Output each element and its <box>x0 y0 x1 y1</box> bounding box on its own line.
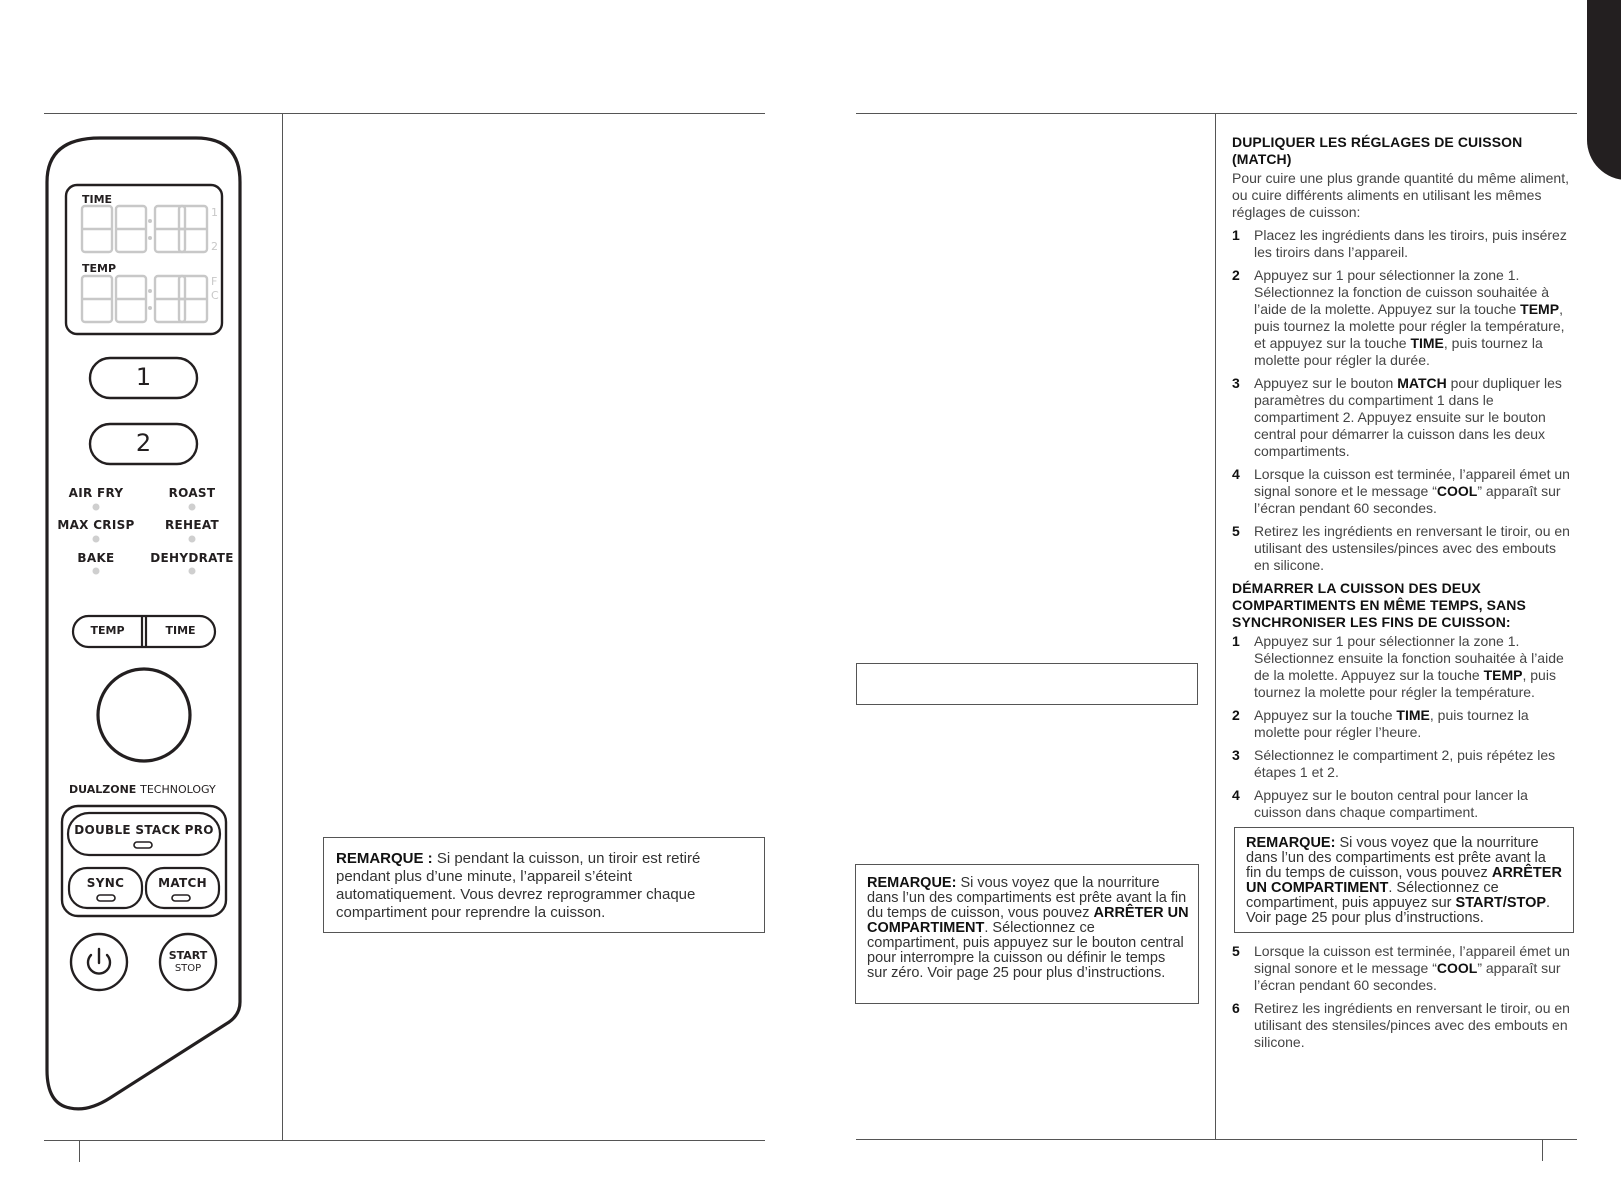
right-remarque-bold-2: START/STOP <box>1455 895 1547 911</box>
right-remarque-label: REMARQUE: <box>1246 835 1336 851</box>
zone-2-button[interactable]: 2 <box>135 429 152 457</box>
nosync-steps <box>1232 633 1574 821</box>
stop-label[interactable]: STOP <box>174 963 202 974</box>
right-column <box>1232 134 1574 1057</box>
left-page-bottom-rule <box>44 1140 765 1141</box>
function-dehydrate[interactable]: DEHYDRATE <box>150 551 234 565</box>
step-text: Retirez les ingrédients en renversant le tiroir, ou en utilisant des stensiles/pinces avec des embouts en silicone. <box>1254 1000 1570 1050</box>
function-reheat[interactable]: REHEAT <box>164 518 220 532</box>
brand-bold: DUALZONE <box>69 783 137 796</box>
match-button[interactable]: MATCH <box>158 876 207 890</box>
nosync-steps-continued <box>1232 943 1574 1051</box>
step-text: , puis tournez la molette pour régler la durée. <box>1254 335 1543 368</box>
nosync-step <box>1232 787 1574 821</box>
function-max-crisp[interactable]: MAX CRISP <box>57 518 135 532</box>
step-number: 1 <box>1232 633 1240 649</box>
step-bold: TEMP <box>1483 667 1523 683</box>
step-number: 5 <box>1232 523 1240 539</box>
function-bake[interactable]: BAKE <box>77 551 115 565</box>
power-icon <box>71 934 127 990</box>
step-text: Retirez les ingrédients en renversant le tiroir, ou en utilisant des ustensiles/pinces avec des embouts en silicone. <box>1254 523 1570 573</box>
nosync-step <box>1232 943 1574 994</box>
temp-button[interactable]: TEMP <box>90 624 125 637</box>
right-page-tick <box>1542 1139 1543 1161</box>
nosync-step <box>1232 1000 1574 1051</box>
nosync-step <box>1232 633 1574 701</box>
nosync-heading: DÉMARRER LA CUISSON DES DEUX COMPARTIMENTS EN MÊME TEMPS, SANS SYNCHRONISER LES FINS DE CUISSON: <box>1232 580 1526 630</box>
step-text: Lorsque la cuisson est terminée, l’appareil émet un signal sonore et le message “ <box>1254 466 1570 499</box>
time-button[interactable]: TIME <box>165 624 196 637</box>
step-number: 2 <box>1232 267 1240 283</box>
step-text: Lorsque la cuisson est terminée, l’appareil émet un signal sonore et le message “ <box>1254 943 1570 976</box>
right-remarque-text-2: . Sélectionnez ce compartiment, puis appuyez sur <box>1246 880 1499 911</box>
display-zone-2: 2 <box>211 240 218 253</box>
right-remarque-text-3: . Voir page 25 pour plus d’instructions. <box>1246 895 1551 926</box>
step-text: , puis tournez la molette pour régler l’heure. <box>1254 707 1529 740</box>
empty-box <box>856 663 1198 705</box>
step-text: Appuyez sur la touche <box>1254 707 1397 723</box>
step-number: 4 <box>1232 787 1240 803</box>
display-temp-label: TEMP <box>82 262 117 275</box>
left-remarque-text: Si pendant la cuisson, un tiroir est retiré pendant plus d’une minute, l’appareil s’éteint automatiquement. Vous devrez reprogrammer chaque compartiment pour reprendre la cuisson. <box>336 850 701 921</box>
match-heading: DUPLIQUER LES RÉGLAGES DE CUISSON (MATCH) <box>1232 134 1523 167</box>
step-text: Appuyez sur 1 pour sélectionner la zone 1. Sélectionnez la fonction de cuisson souhaitée à l’aide de la molette. Appuyez sur la touche <box>1254 267 1549 317</box>
match-intro: Pour cuire une plus grande quantité du même aliment, ou cuire différents aliments en utilisant les mêmes réglages de cuisson: <box>1232 170 1569 220</box>
match-step <box>1232 227 1574 261</box>
display-unit-c: C <box>211 289 219 302</box>
start-stop-outline <box>160 934 216 990</box>
step-number: 2 <box>1232 707 1240 723</box>
middle-remarque-box <box>855 864 1199 1004</box>
display-zone-1: 1 <box>211 206 218 219</box>
step-text: ” apparaît sur l’écran pendant 60 secondes. <box>1254 483 1561 516</box>
step-bold: TEMP <box>1520 301 1560 317</box>
step-text: Appuyez sur le bouton central pour lancer la cuisson dans chaque compartiment. <box>1254 787 1528 820</box>
left-remarque-label: REMARQUE : <box>336 850 433 867</box>
section-tab <box>1587 0 1621 180</box>
step-text: pour dupliquer les paramètres du compartiment 1 dans le compartiment 2. Appuyez ensuite sur le bouton central pour démarrer la cuisson dans les deux compartiments. <box>1254 375 1562 459</box>
left-page-tick <box>79 1140 80 1162</box>
display-time-label: TIME <box>82 193 113 206</box>
step-bold: COOL <box>1436 483 1478 499</box>
function-roast[interactable]: ROAST <box>168 486 216 500</box>
match-step <box>1232 375 1574 460</box>
right-remarque-box <box>1234 827 1574 933</box>
middle-remarque-bold: ARRÊTER UN COMPARTIMENT <box>867 905 1189 936</box>
right-remarque-bold: ARRÊTER UN COMPARTIMENT <box>1246 865 1562 896</box>
control-panel-drawing <box>0 0 300 1140</box>
step-text: Sélectionnez le compartiment 2, puis répétez les étapes 1 et 2. <box>1254 747 1556 780</box>
step-text: , puis tournez la molette pour régler la température. <box>1254 667 1556 700</box>
step-number: 5 <box>1232 943 1240 959</box>
step-text: Appuyez sur 1 pour sélectionner la zone 1. Sélectionnez ensuite la fonction souhaitée à l’aide de la molette. Appuyez sur la touche <box>1254 633 1564 683</box>
step-bold: TIME <box>1396 707 1430 723</box>
middle-remarque-label: REMARQUE: <box>867 875 957 891</box>
match-step <box>1232 523 1574 574</box>
power-button[interactable] <box>71 934 127 990</box>
middle-remarque-text: Si vous voyez que la nourriture dans l’un des compartiments est prête avant la fin du temps de cuisson, vous pouvez <box>867 875 1187 921</box>
middle-remarque-text-2: . Sélectionnez ce compartiment, puis appuyez sur le bouton central pour interrompre la cuisson ou définir le temps sur zéro. Voir page 25 pour plus d’instructions. <box>867 920 1184 981</box>
left-remarque-box <box>323 837 765 933</box>
nosync-step <box>1232 747 1574 781</box>
right-column-divider <box>1215 113 1216 1139</box>
match-step <box>1232 267 1574 369</box>
sync-button[interactable]: SYNC <box>86 876 125 890</box>
step-text: , puis tournez la molette pour régler la température, et appuyez sur la touche <box>1254 301 1565 351</box>
step-number: 1 <box>1232 227 1240 243</box>
step-bold: TIME <box>1410 335 1444 351</box>
brand-line <box>69 783 216 796</box>
right-page-top-rule <box>856 113 1577 114</box>
start-label[interactable]: START <box>168 949 208 962</box>
step-number: 4 <box>1232 466 1240 482</box>
step-text: Appuyez sur le bouton <box>1254 375 1398 391</box>
right-page-bottom-rule <box>856 1139 1577 1140</box>
nosync-step <box>1232 707 1574 741</box>
step-number: 3 <box>1232 375 1240 391</box>
brand-light: TECHNOLOGY <box>140 783 216 796</box>
match-step <box>1232 466 1574 517</box>
right-remarque-text: Si vous voyez que la nourriture dans l’un des compartiments est prête avant la fin du temps de cuisson, vous pouvez <box>1246 835 1546 881</box>
step-text: Placez les ingrédients dans les tiroirs, puis insérez les tiroirs dans l’appareil. <box>1254 227 1567 260</box>
step-text: ” apparaît sur l’écran pendant 60 secondes. <box>1254 960 1561 993</box>
step-number: 3 <box>1232 747 1240 763</box>
match-steps <box>1232 227 1574 574</box>
zone-1-button[interactable]: 1 <box>135 363 152 391</box>
step-number: 6 <box>1232 1000 1240 1016</box>
function-air-fry[interactable]: AIR FRY <box>68 486 124 500</box>
dial-knob[interactable] <box>98 669 190 761</box>
step-bold: MATCH <box>1397 375 1447 391</box>
step-bold: COOL <box>1436 960 1478 976</box>
display-unit-f: F <box>211 275 218 288</box>
double-stack-pro-button[interactable]: DOUBLE STACK PRO <box>74 823 214 837</box>
